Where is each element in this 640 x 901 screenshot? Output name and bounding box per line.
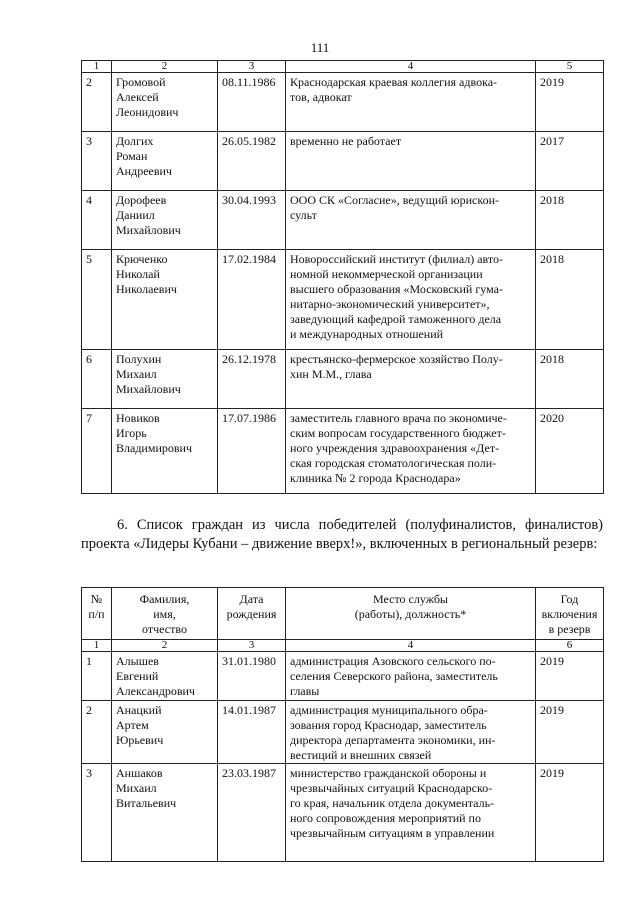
workplace-position: временно не работает — [286, 132, 536, 191]
reserve-year: 2018 — [536, 191, 604, 250]
workplace-position: заместитель главного врача по экономиче- ским вопросам государственного бюджет- ного учреждения здравоохранения «Дет- ская городская стоматологическая поли- клиника № 2 города Краснодара» — [286, 409, 536, 494]
table-row — [82, 701, 604, 764]
reserve-year: 2019 — [536, 73, 604, 132]
table-row — [82, 350, 604, 409]
column-number: 5 — [536, 61, 604, 73]
header-number: № п/п — [82, 588, 112, 640]
row-number: 2 — [82, 701, 112, 764]
page-number: 111 — [310, 40, 330, 55]
table-row — [82, 73, 604, 132]
table-header-row — [82, 588, 604, 640]
header-birth-date: Дата рождения — [218, 588, 286, 640]
header-full-name: Фамилия, имя, отчество — [112, 588, 218, 640]
birth-date: 26.12.1978 — [218, 350, 286, 409]
full-name: Долгих Роман Андреевич — [112, 132, 218, 191]
row-number: 6 — [82, 350, 112, 409]
birth-date: 26.05.1982 — [218, 132, 286, 191]
column-number: 2 — [112, 61, 218, 73]
row-number: 5 — [82, 250, 112, 350]
row-number: 4 — [82, 191, 112, 250]
column-number: 2 — [112, 640, 218, 652]
reserve-table-continued — [81, 60, 604, 494]
leaders-reserve-table — [81, 587, 604, 862]
full-name: Громовой Алексей Леонидович — [112, 73, 218, 132]
birth-date: 17.07.1986 — [218, 409, 286, 494]
header-workplace: Место службы (работы), должность* — [286, 588, 536, 640]
workplace-position: Новороссийский институт (филиал) авто- номной некоммерческой организации высшего образования «Московский гума- нитарно-экономический университет», заведующий кафедрой таможенного дела и международных отношений — [286, 250, 536, 350]
column-number: 1 — [82, 61, 112, 73]
reserve-year: 2018 — [536, 250, 604, 350]
table-row — [82, 652, 604, 701]
full-name: Крюченко Николай Николаевич — [112, 250, 218, 350]
reserve-year: 2018 — [536, 350, 604, 409]
workplace-position: министерство гражданской обороны и чрезвычайных ситуаций Краснодарско- го края, начальник отдела документаль- ного сопровождения мероприятий по чрезвычайным ситуациям в управлении — [286, 764, 536, 862]
full-name: Дорофеев Даниил Михайлович — [112, 191, 218, 250]
table-row — [82, 132, 604, 191]
workplace-position: крестьянско-фермерское хозяйство Полу- хин М.М., глава — [286, 350, 536, 409]
section-6-text: 6. Список граждан из числа победителей (полуфиналистов, финалистов) проекта «Лидеры Кубани – движение вверх!», включенных в региональный резерв: — [81, 517, 603, 552]
table-row — [82, 191, 604, 250]
full-name: Полухин Михаил Михайлович — [112, 350, 218, 409]
column-number-row — [82, 640, 604, 652]
column-number: 3 — [218, 640, 286, 652]
full-name: Анацкий Артем Юрьевич — [112, 701, 218, 764]
column-number: 3 — [218, 61, 286, 73]
row-number: 1 — [82, 652, 112, 701]
full-name: Новиков Игорь Владимирович — [112, 409, 218, 494]
birth-date: 17.02.1984 — [218, 250, 286, 350]
column-number-row — [82, 61, 604, 73]
column-number: 1 — [82, 640, 112, 652]
column-number: 4 — [286, 640, 536, 652]
column-number: 4 — [286, 61, 536, 73]
table-row — [82, 250, 604, 350]
full-name: Аншаков Михаил Витальевич — [112, 764, 218, 862]
reserve-year: 2019 — [536, 764, 604, 862]
row-number: 3 — [82, 132, 112, 191]
full-name: Алышев Евгений Александрович — [112, 652, 218, 701]
table-row — [82, 409, 604, 494]
workplace-position: администрация Азовского сельского по- селения Северского района, заместитель главы — [286, 652, 536, 701]
birth-date: 31.01.1980 — [218, 652, 286, 701]
column-number: 6 — [536, 640, 604, 652]
reserve-year: 2019 — [536, 701, 604, 764]
reserve-year: 2020 — [536, 409, 604, 494]
birth-date: 08.11.1986 — [218, 73, 286, 132]
header-reserve-year: Год включения в резерв — [536, 588, 604, 640]
workplace-position: Краснодарская краевая коллегия адвока- тов, адвокат — [286, 73, 536, 132]
reserve-year: 2019 — [536, 652, 604, 701]
birth-date: 14.01.1987 — [218, 701, 286, 764]
workplace-position: ООО СК «Согласие», ведущий юрискон- сульт — [286, 191, 536, 250]
table-row — [82, 764, 604, 862]
section-6-paragraph — [81, 516, 603, 554]
workplace-position: администрация муниципального обра- зования город Краснодар, заместитель директора департамента экономики, ин- вестиций и внешних связей — [286, 701, 536, 764]
row-number: 3 — [82, 764, 112, 862]
row-number: 7 — [82, 409, 112, 494]
row-number: 2 — [82, 73, 112, 132]
birth-date: 23.03.1987 — [218, 764, 286, 862]
reserve-year: 2017 — [536, 132, 604, 191]
birth-date: 30.04.1993 — [218, 191, 286, 250]
